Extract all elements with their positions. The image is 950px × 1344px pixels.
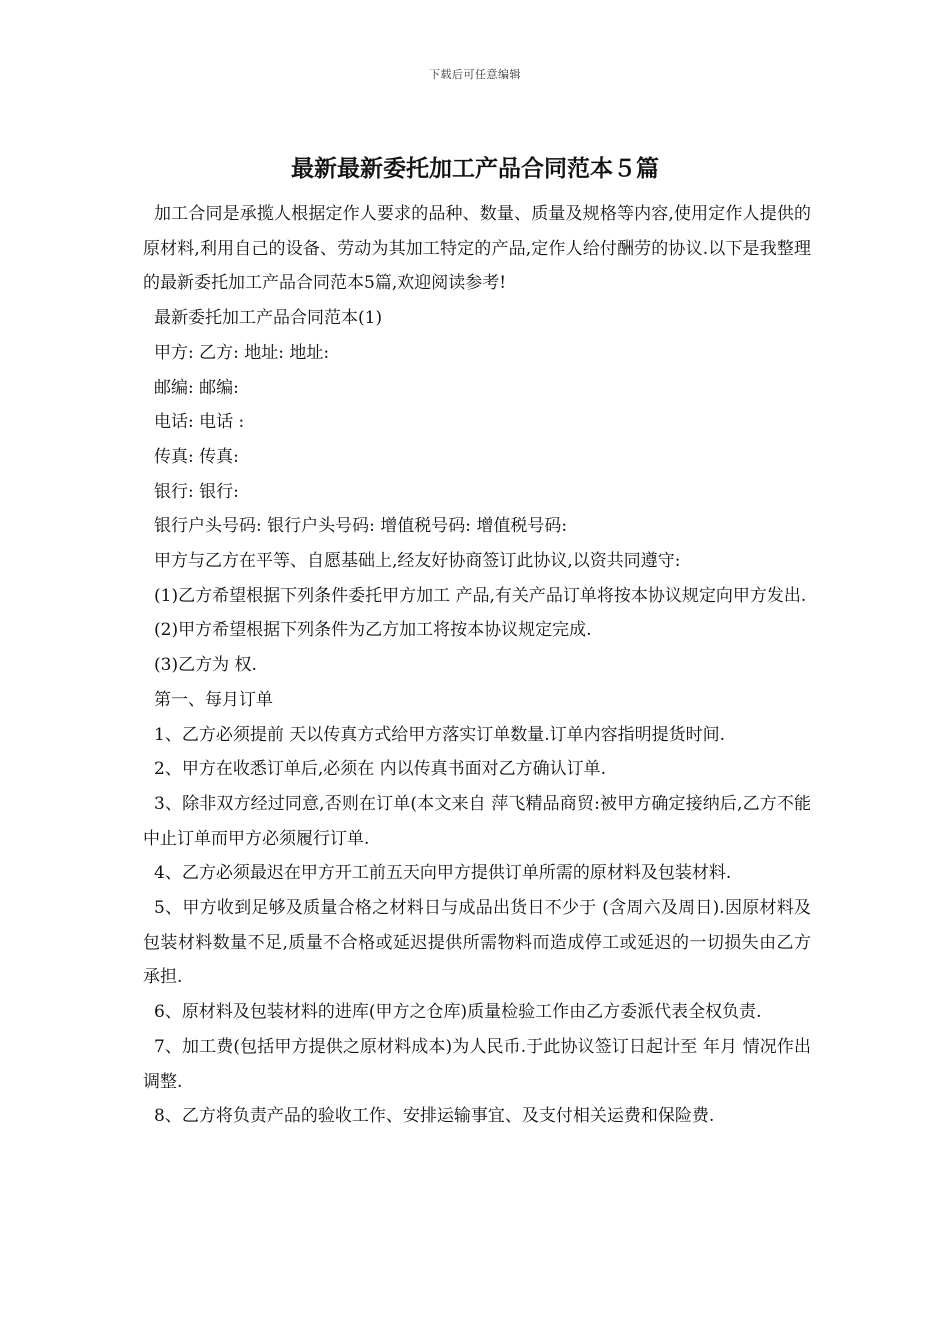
paragraph-clause-3: (3)乙方为 权. [154,655,257,676]
section-heading-monthly-orders: 第一、每月订单 [154,689,273,710]
paragraph-fax: 传真: 传真: [154,446,239,467]
paragraph-clause-1: (1)乙方希望根据下列条件委托甲方加工 产品,有关产品订单将按本协议规定向甲方发出. [154,585,807,606]
paragraph-item-8: 8、乙方将负责产品的验收工作、安排运输事宜、及支付相关运费和保险费. [154,1106,715,1127]
paragraph-phone: 电话: 电话 : [154,412,245,433]
paragraph-item-1: 1、乙方必须提前 天以传真方式给甲方落实订单数量.订单内容指明提货时间. [154,724,726,745]
paragraph-agreement-basis: 甲方与乙方在平等、自愿基础上,经友好协商签订此协议,以资共同遵守: [154,551,681,572]
header-note: 下载后可任意编辑 [429,68,521,81]
paragraph-clause-2: (2)甲方希望根据下列条件为乙方加工将按本协议规定完成. [154,620,592,641]
paragraph-account-tax: 银行户头号码: 银行户头号码: 增值税号码: 增值税号码: [154,516,568,537]
paragraph-item-7: 7、加工费(包括甲方提供之原材料成本)为人民币.于此协议签订日起计至 年月 情况作出调整. [143,1036,811,1092]
paragraph-item-6: 6、原材料及包装材料的进库(甲方之仓库)质量检验工作由乙方委派代表全权负责. [154,1002,762,1023]
document-body [143,197,811,1134]
paragraph-bank: 银行: 银行: [154,481,239,502]
paragraph-item-2: 2、甲方在收悉订单后,必须在 内以传真书面对乙方确认订单. [154,759,607,780]
paragraph-contract-heading: 最新委托加工产品合同范本(1) [154,308,383,329]
paragraph-parties-address: 甲方: 乙方: 地址: 地址: [154,342,330,363]
paragraph-item-4: 4、乙方必须最迟在甲方开工前五天向甲方提供订单所需的原材料及包装材料. [154,863,732,884]
document-title: 最新最新委托加工产品合同范本５篇 [291,156,659,182]
paragraph-item-5: 5、甲方收到足够及质量合格之材料日与成品出货日不少于 (含周六及周日).因原材料及包装材料数量不足,质量不合格或延迟提供所需物料而造成停工或延迟的一切损失由乙方承担. [143,898,811,988]
paragraph-postcode: 邮编: 邮编: [154,377,239,398]
paragraph-item-3: 3、除非双方经过同意,否则在订单(本文来自 萍飞精品商贸:被甲方确定接纳后,乙方不能中止订单而甲方必须履行订单. [143,793,811,849]
paragraph-intro: 加工合同是承揽人根据定作人要求的品种、数量、质量及规格等内容,使用定作人提供的原材料,利用自己的设备、劳动为其加工特定的产品,定作人给付酬劳的协议.以下是我整理的最新委托加工产品合同范本5篇,欢迎阅读参考! [143,204,811,294]
